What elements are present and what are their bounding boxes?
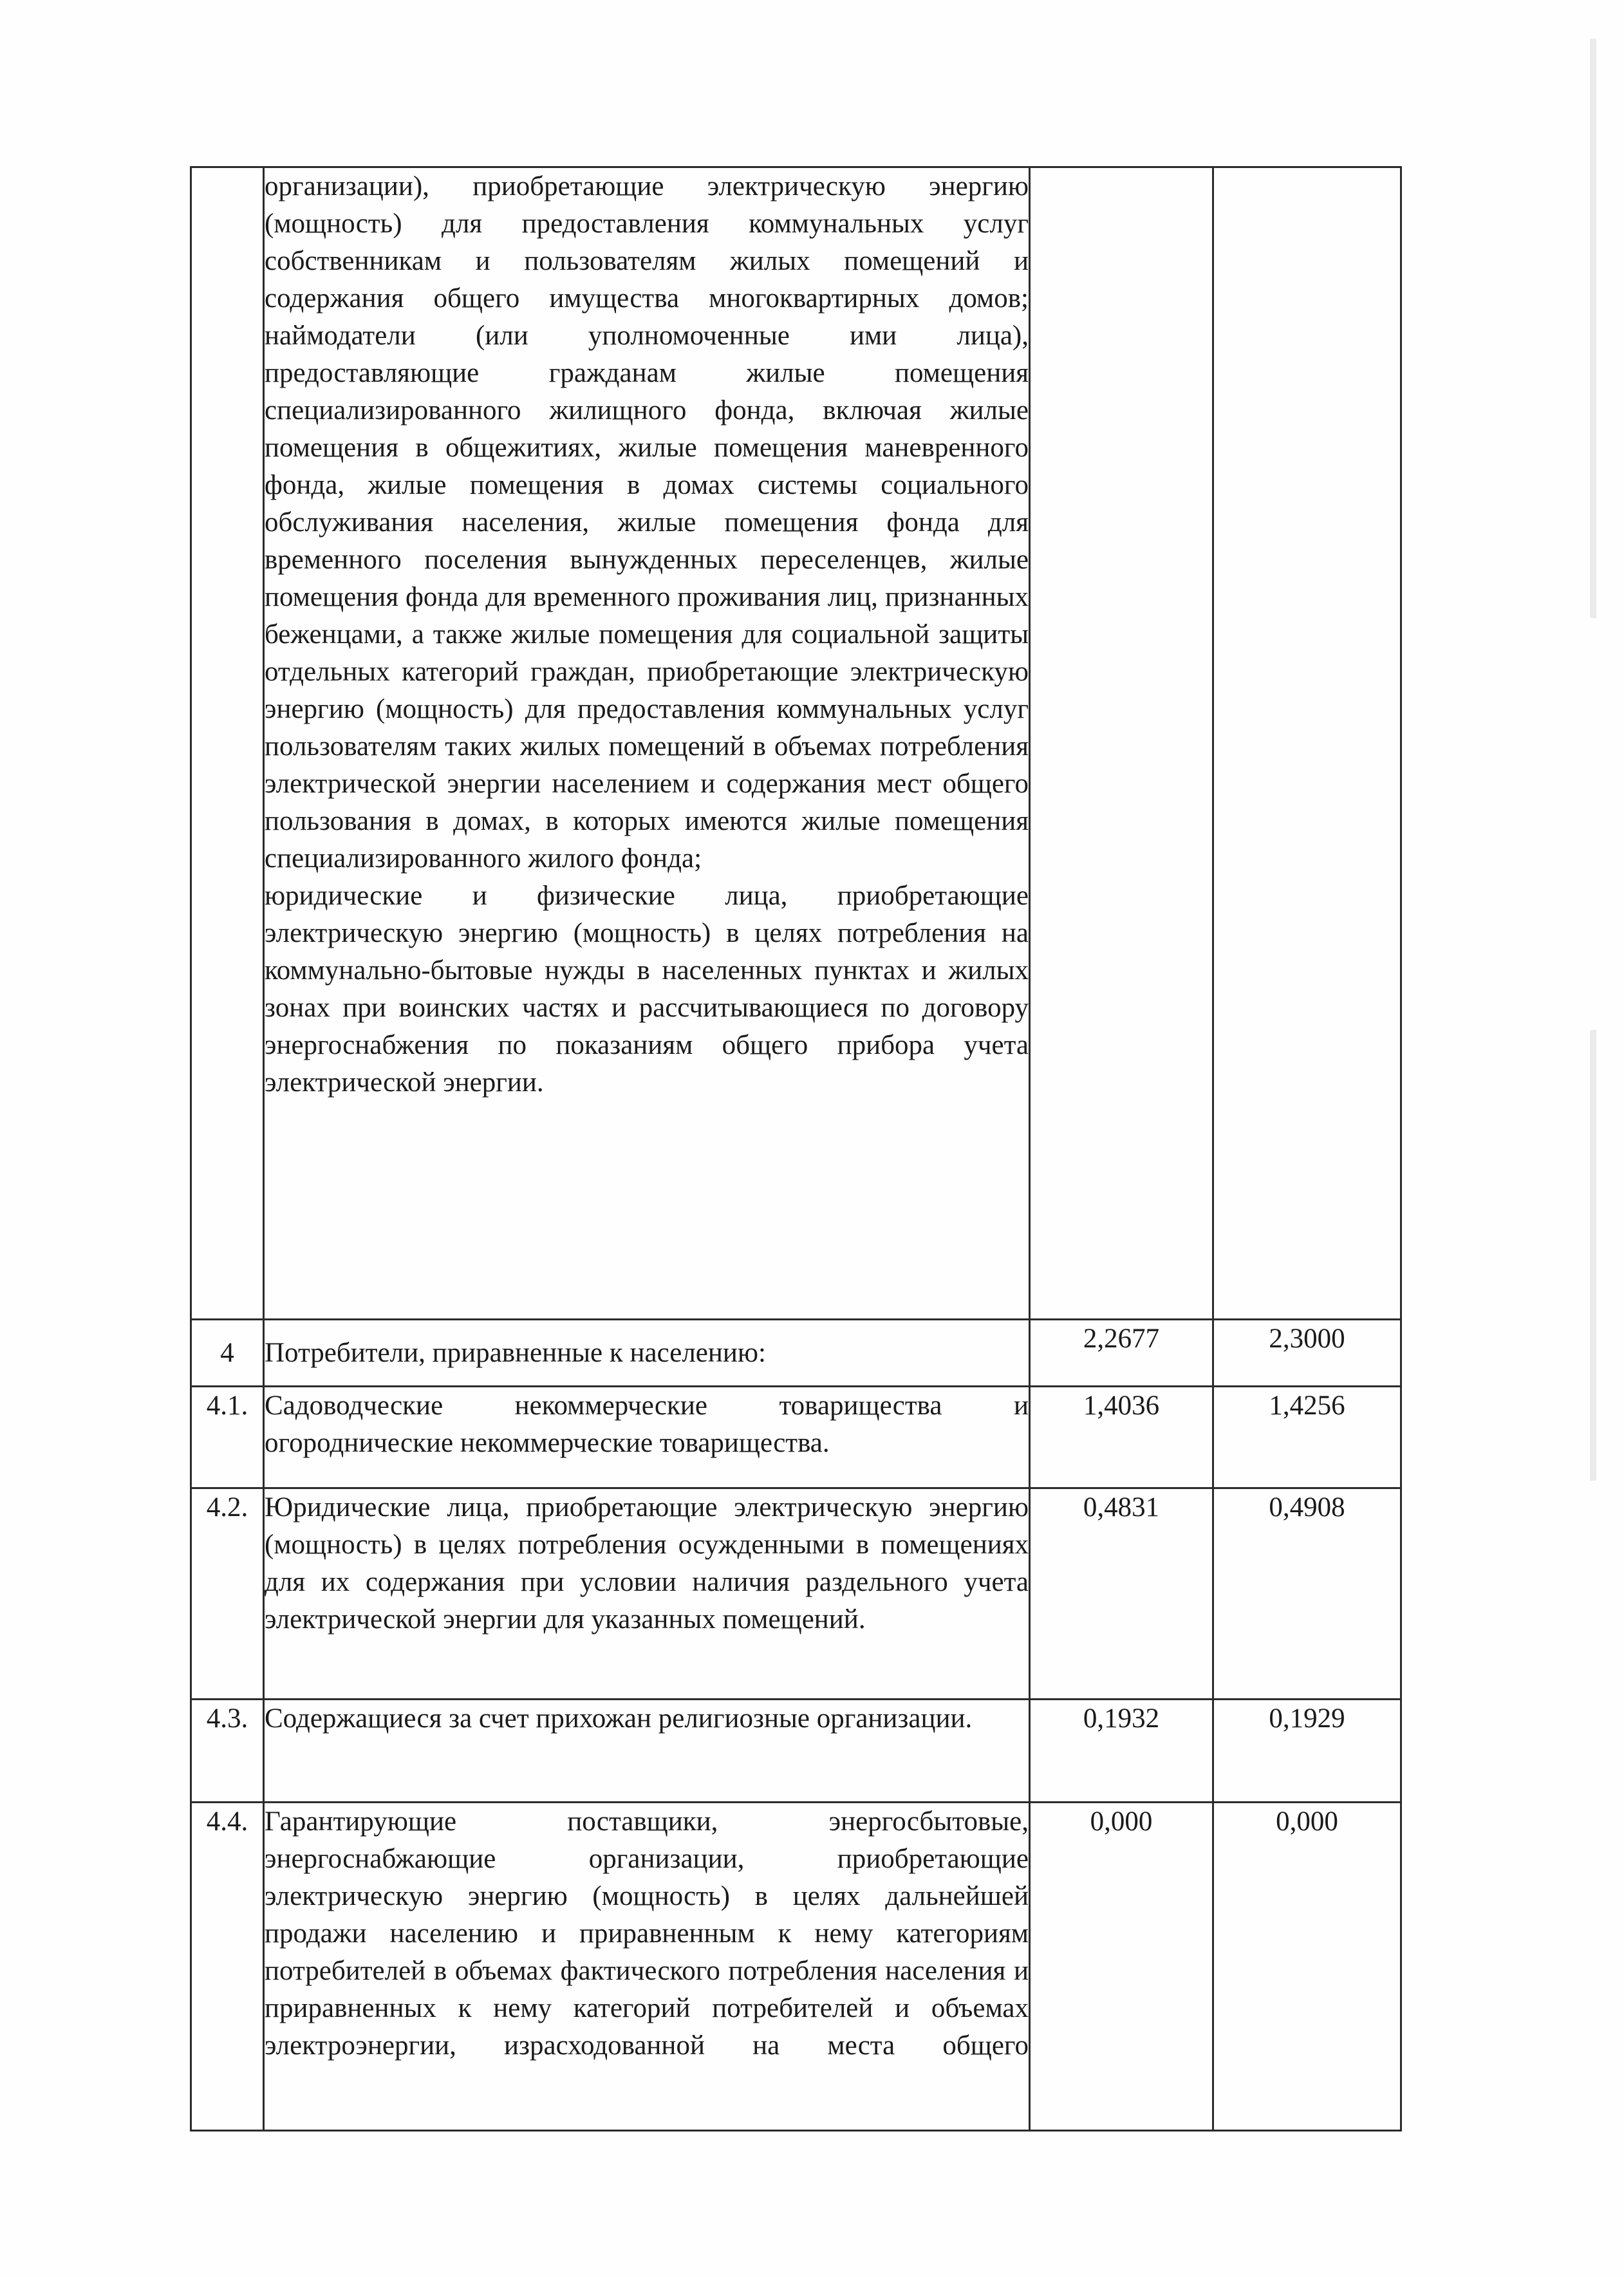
row-description-cell — [264, 1387, 1030, 1488]
row-description-cell — [264, 1320, 1030, 1387]
row-number-cell: 4.4. — [191, 1803, 264, 2131]
value-cell: 2,3000 — [1213, 1320, 1401, 1387]
row-paragraph: организации), приобретающие электрическую энергию (мощность) для предоставления коммунальных услуг собственникам и пользователям жилых помещений и содержания общего имущества многоквартирных домов; наймодатели (или уполномоченные ими лица), предоставляющие гражданам жилые помещения специализированного жилищного фонда, включая жилые помещения в общежитиях, жилые помещения маневренного фонда, жилые помещения в домах системы социального обслуживания населения, жилые помещения фонда для временного поселения вынужденных переселенцев, жилые помещения фонда для временного проживания лиц, признанных беженцами, а также жилые помещения для социальной защиты отдельных категорий граждан, приобретающие электрическую энергию (мощность) для предоставления коммунальных услуг пользователям таких жилых помещений в объемах потребления электрической энергии населением и содержания мест общего пользования в домах, в которых имеются жилые помещения специализированного жилого фонда; — [265, 171, 1029, 874]
tariff-table — [190, 166, 1402, 2132]
value-cell: 1,4256 — [1213, 1387, 1401, 1488]
table-row — [191, 1320, 1401, 1387]
value-cell: 0,1932 — [1030, 1700, 1213, 1803]
value-cell: 0,4908 — [1213, 1488, 1401, 1700]
row-paragraph: Юридические лица, приобретающие электрическую энергию (мощность) в целях потребления осужденными в помещениях для их содержания при условии наличия раздельного учета электрической энергии для указанных помещений. — [265, 1492, 1029, 1635]
row-number-cell — [191, 167, 264, 1320]
table-row — [191, 1488, 1401, 1700]
row-paragraph: Потребители, приравненные к населению: — [265, 1337, 766, 1368]
row-number-cell: 4 — [191, 1320, 264, 1387]
value-cell — [1030, 167, 1213, 1320]
row-paragraph: Гарантирующие поставщики, энергосбытовые, энергоснабжающие организации, приобретающие электрическую энергию (мощность) в целях дальнейшей продажи населению и приравненным к нему категориям потребителей в объемах фактического потребления населения и приравненных к нему категорий потребителей и объемах электроэнергии, израсходованной на места общего — [265, 1806, 1029, 2061]
row-description-cell — [264, 1700, 1030, 1803]
table-row — [191, 1803, 1401, 2131]
table-row — [191, 167, 1401, 1320]
row-description-cell — [264, 1803, 1030, 2131]
row-paragraph: Содержащиеся за счет прихожан религиозные организации. — [265, 1703, 973, 1734]
row-description-cell — [264, 167, 1030, 1320]
row-number-cell: 4.3. — [191, 1700, 264, 1803]
row-number-cell: 4.2. — [191, 1488, 264, 1700]
row-paragraph: Садоводческие некоммерческие товарищества и огороднические некоммерческие товарищества. — [265, 1391, 1029, 1458]
row-description-cell — [264, 1488, 1030, 1700]
value-cell — [1213, 167, 1401, 1320]
table-row — [191, 1700, 1401, 1803]
value-cell: 1,4036 — [1030, 1387, 1213, 1488]
value-cell: 2,2677 — [1030, 1320, 1213, 1387]
value-cell: 0,1929 — [1213, 1700, 1401, 1803]
table-row — [191, 1387, 1401, 1488]
value-cell: 0,000 — [1213, 1803, 1401, 2131]
value-cell: 0,000 — [1030, 1803, 1213, 2131]
row-number-cell: 4.1. — [191, 1387, 264, 1488]
value-cell: 0,4831 — [1030, 1488, 1213, 1700]
scan-edge-mark — [1590, 1030, 1596, 1481]
scan-edge-mark — [1590, 39, 1596, 618]
row-paragraph: юридические и физические лица, приобретающие электрическую энергию (мощность) в целях потребления на коммунально-бытовые нужды в населенных пунктах и жилых зонах при воинских частях и рассчитывающиеся по договору энергоснабжения по показаниям общего прибора учета электрической энергии. — [265, 881, 1029, 1098]
